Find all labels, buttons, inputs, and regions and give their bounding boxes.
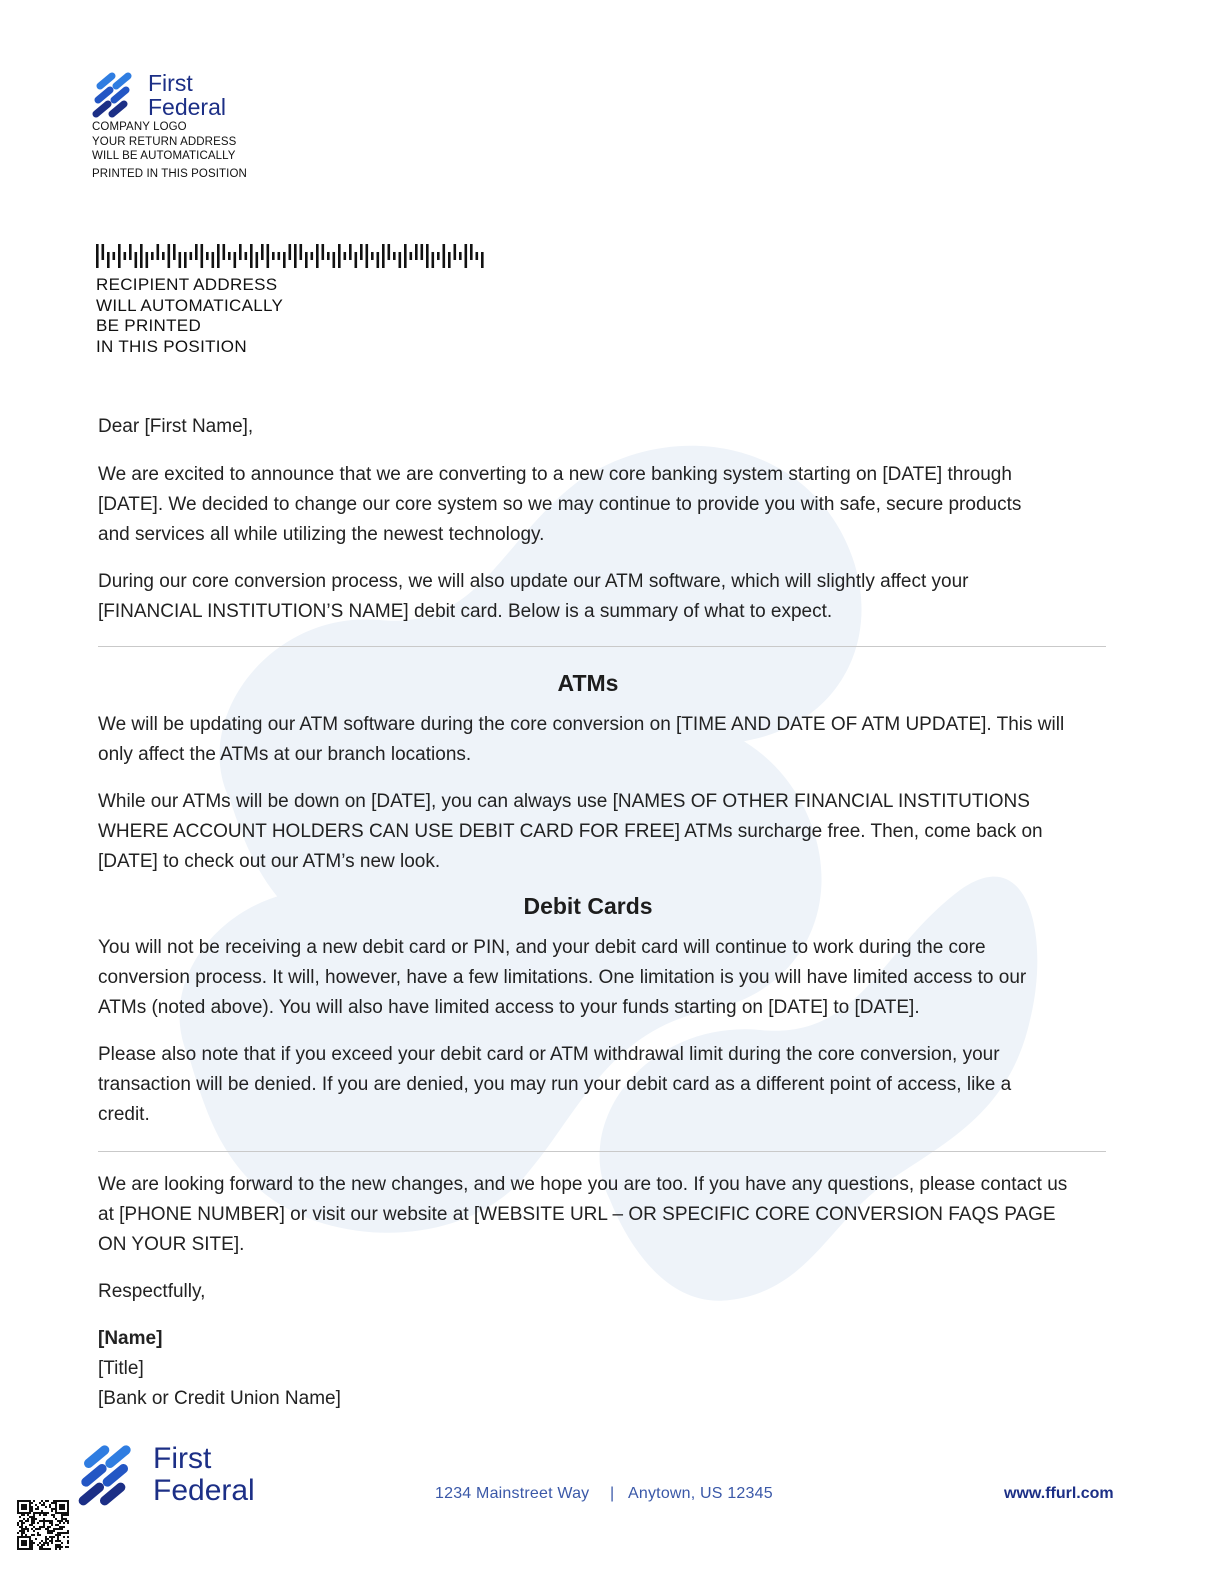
signature-organization: [Bank or Credit Union Name] [98, 1388, 341, 1409]
closing-paragraph: We are looking forward to the new changes, and we hope you are too. If you have any questions, please contact us at [PHONE NUMBER] or visit our website at [WEBSITE URL – OR SPECIFIC CORE CONVERSION FAQS PAGE ON YOUR SITE]. [98, 1174, 1068, 1255]
footer-website-link[interactable]: www.ffurl.com [1004, 1485, 1114, 1502]
recipient-address-line-2: WILL AUTOMATICALLY [96, 296, 284, 315]
atms-paragraph-1: We will be updating our ATM software during the core conversion on [TIME AND DATE OF ATM UPDATE]. This will only affect the ATMs at our branch locations. [98, 714, 1065, 765]
footer-logo-first: First [153, 1442, 212, 1475]
footer-separator: | [610, 1485, 615, 1502]
first-federal-logo-icon [92, 70, 140, 118]
debit-cards-paragraph-2: Please also note that if you exceed your debit card or ATM withdrawal limit during the core conversion, your transaction will be denied. If you are denied, you may run your debit card as a different point of access, like a credit. [98, 1044, 1012, 1125]
signoff: Respectfully, [98, 1281, 206, 1302]
return-address-line-2: WILL BE AUTOMATICALLY [92, 150, 236, 162]
recipient-address-line-3: BE PRINTED [96, 316, 202, 335]
debit-cards-heading: Debit Cards [523, 893, 653, 919]
header-logo-first: First [148, 70, 193, 96]
recipient-address-line-1: RECIPIENT ADDRESS [96, 275, 278, 294]
salutation: Dear [First Name], [98, 416, 254, 437]
signature-name: [Name] [98, 1328, 163, 1349]
signature-title: [Title] [98, 1358, 144, 1379]
atms-heading: ATMs [557, 670, 619, 696]
footer-logo-federal: Federal [153, 1474, 255, 1507]
company-logo-caption: COMPANY LOGO [92, 121, 187, 133]
footer-logo-icon [78, 1442, 142, 1506]
divider-bottom [98, 1151, 1106, 1152]
qr-code [17, 1500, 69, 1550]
intro-paragraph-2: During our core conversion process, we will also update our ATM software, which will slightly affect your [FINANCIAL INSTITUTION’S NAME] debit card. Below is a summary of what to expect. [98, 571, 969, 622]
recipient-address-line-4: IN THIS POSITION [96, 337, 247, 356]
footer-street: 1234 Mainstreet Way [435, 1485, 590, 1502]
return-address-line-1: YOUR RETURN ADDRESS [92, 136, 237, 148]
divider-top [98, 646, 1106, 647]
header-logo-federal: Federal [148, 94, 226, 120]
postal-barcode [96, 244, 494, 268]
intro-paragraph-1: We are excited to announce that we are converting to a new core banking system starting on [DATE] through [DATE]. We decided to change our core system so we may continue to provide you with safe, secure products and services all while utilizing the newest technology. [98, 464, 1022, 545]
return-address-line-3: PRINTED IN THIS POSITION [92, 168, 247, 180]
atms-paragraph-2: While our ATMs will be down on [DATE], you can always use [NAMES OF OTHER FINANCIAL INSTITUTIONS WHERE ACCOUNT HOLDERS CAN USE DEBIT CARD FOR FREE] ATMs surcharge free. Then, come back on [DATE] to check out our ATM’s new look. [98, 791, 1043, 872]
debit-cards-paragraph-1: You will not be receiving a new debit card or PIN, and your debit card will continue to work during the core conversion process. It will, however, have a few limitations. One limitation is you will have limited access to our ATMs (noted above). You will also have limited access to your funds starting on [DATE] to [DATE]. [98, 937, 1027, 1018]
footer-city: Anytown, US 12345 [628, 1485, 773, 1502]
